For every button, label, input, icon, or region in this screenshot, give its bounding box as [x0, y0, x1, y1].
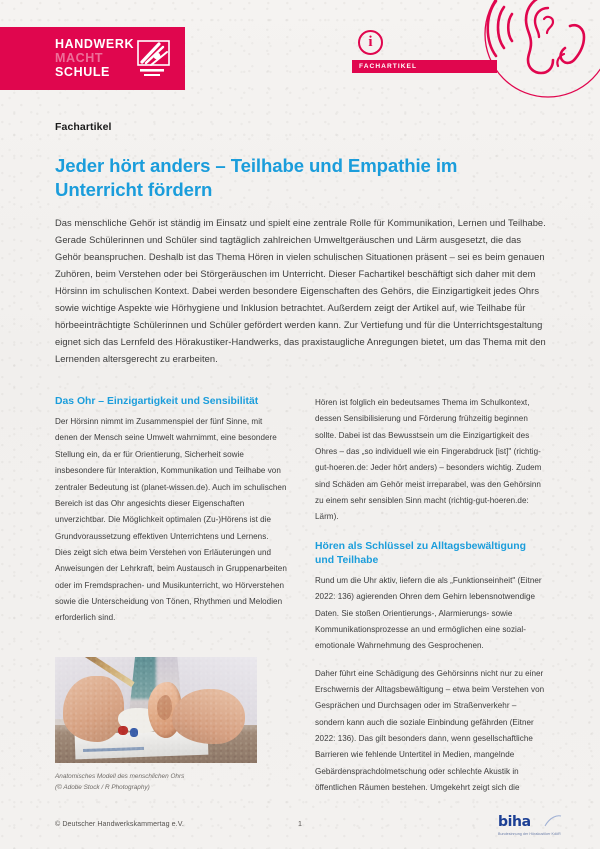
ear-with-hearing-aid-icon [474, 0, 600, 122]
page-footer [0, 814, 600, 849]
section-heading-hoeren-schluessel: Hören als Schlüssel zu Alltagsbewältigung und Teilhabe [315, 540, 526, 566]
brand-logo-line-3: SCHULE [55, 65, 110, 80]
swoosh-icon [544, 814, 562, 826]
article-figure [55, 657, 257, 794]
article-columns [55, 395, 547, 815]
brand-logo-wordmark [55, 38, 134, 80]
page-title: Jeder hört anders – Teilhabe und Empathie im Unterricht fördern [55, 155, 458, 201]
ear-model-photo [55, 657, 257, 763]
facharticle-badge-label: FACHARTIKEL [359, 63, 418, 70]
right-paragraph-2: Rund um die Uhr aktiv, liefern die als „Funktionseinheit" (Eitner 2022: 136) agierenden Ohren dem Gehirn lebensnotwendige Daten. Sie stoßen Orientierungs-, Alarmierungs- sowie Kommunikationsprozesse an und ermöglichen eine sozial-emotionale Wahrnehmung des Gesprochenen. [315, 576, 542, 651]
figure-caption-line-1: Anatomisches Modell des menschlichen Ohrs [55, 773, 185, 780]
info-circle-icon: i [358, 30, 383, 55]
article-kicker: Fachartikel [55, 121, 112, 133]
article-intro: Das menschliche Gehör ist ständig im Einsatz und spielt eine zentrale Rolle für Kommunikation, Lernen und Teilhabe. Gerade Schülerinnen und Schüler sind tagtäglich zahlreichen Umweltgeräuschen und Lärm ausgesetzt, die das Gehör beanspruchen. Deshalb ist das Thema Hören in vielen schulischen Situationen präsent – sei es beim genauen Zuhören, beim Verstehen oder bei Störgeräuschen im Unterricht. Dieser Fachartikel beschäftigt sich daher mit dem Hörsinn im schulischen Kontext. Dabei werden besondere Eigenschaften des Gehörs, die Einzigartigkeit jedes Ohrs sowie wichtige Aspekte wie Hörhygiene und Inklusion betrachtet. Außerdem zeigt der Artikel auf, wie Teilhabe für hörbeeinträchtigte Schülerinnen und Schüler gefördert werden kann. Zur Vertiefung und für die Unterrichtsgestaltung eignet sich das Lernfeld des Hörakustiker-Handwerks, das praxistaugliche Anregungen bietet, um das Thema mit den Lernenden altersgerecht zu erarbeiten. [55, 218, 546, 365]
partner-logo-subline: Bundesinnung der Hörakustiker KdöR [498, 832, 561, 836]
right-paragraph-1: Hören ist folglich ein bedeutsames Thema im Schulkontext, dessen Sensibilisierung und Förderung frühzeitig beginnen sollte. Dabei ist das Bewusstsein um die Einzigartigkeit des Ohres – das „so individuell wie ein Fingerabdruck [ist]" (richtig-gut-hoeren.de: Jeder hört anders) – besonders wichtig. Zudem sind Schäden am Gehör meist irreparabel, was den Gehörsinn zu einem sehr sensiblen Sinn macht (richtig-gut-hoeren.de: Lärm). [315, 398, 542, 522]
brand-logo-line-1: HANDWERK [55, 37, 135, 52]
page-header [0, 0, 600, 110]
tools-blackboard-icon [129, 36, 173, 80]
right-paragraph-3: Daher führt eine Schädigung des Gehörsinns nicht nur zu einer Erschwernis der Alltagsbewältigung – etwa beim Verstehen von Gesprächen und Durchsagen oder im Straßenverkehr – sondern kann auch die soziale Einbindung gefährden (Eitner 2022: 136). Das gilt besonders dann, wenn gesellschaftliche Barrieren wie fehlende Untertitel in Medien, mangelnde Gebärdensprachdolmetschung oder schlechte Akustik in öffentlichen Räumen bestehen. Umgekehrt zeigt sich die [315, 668, 545, 793]
column-left [55, 395, 287, 815]
footer-page-number: 1 [298, 820, 302, 828]
figure-caption [55, 771, 257, 794]
column-right [315, 395, 547, 815]
brand-logo[interactable] [0, 27, 185, 90]
partner-logo-biha[interactable] [498, 815, 562, 845]
left-paragraph-1: Der Hörsinn nimmt im Zusammenspiel der fünf Sinne, mit denen der Mensch seine Umwelt wahrnimmt, eine besondere Stellung ein, da er für Orientierung, Sicherheit sowie insbesondere für Interaktion, Kommunikation und Teilhabe von zentraler Bedeutung ist (planet-wissen.de). Auch im schulischen Bereich ist das Ohr angesichts dieser Eigenschaften unverzichtbar. Die Möglichkeit optimalen (Zu-)Hörens ist die Grundvoraussetzung effektiven Unterrichtens und Lernens. Dies zeigt sich etwa beim Verstehen von Erläuterungen und Anweisungen der Lehrkraft, beim Austausch in Gruppenarbeiten oder im Fremdsprachen- und Musikunterricht, wo Hörverstehen sowie die Unterscheidung von Tönen, Rhythmen und Melodien erforderlich sind. [55, 417, 287, 623]
partner-logo-wordmark: biha [498, 814, 531, 830]
brand-logo-line-2: MACHT [55, 51, 104, 66]
figure-caption-line-2: (© Adobe Stock / R Photography) [55, 784, 150, 792]
footer-divider [0, 812, 600, 813]
section-heading-das-ohr: Das Ohr – Einzigartigkeit und Sensibilität [55, 396, 259, 407]
footer-copyright: © Deutscher Handwerkskammertag e.V. [55, 820, 184, 828]
